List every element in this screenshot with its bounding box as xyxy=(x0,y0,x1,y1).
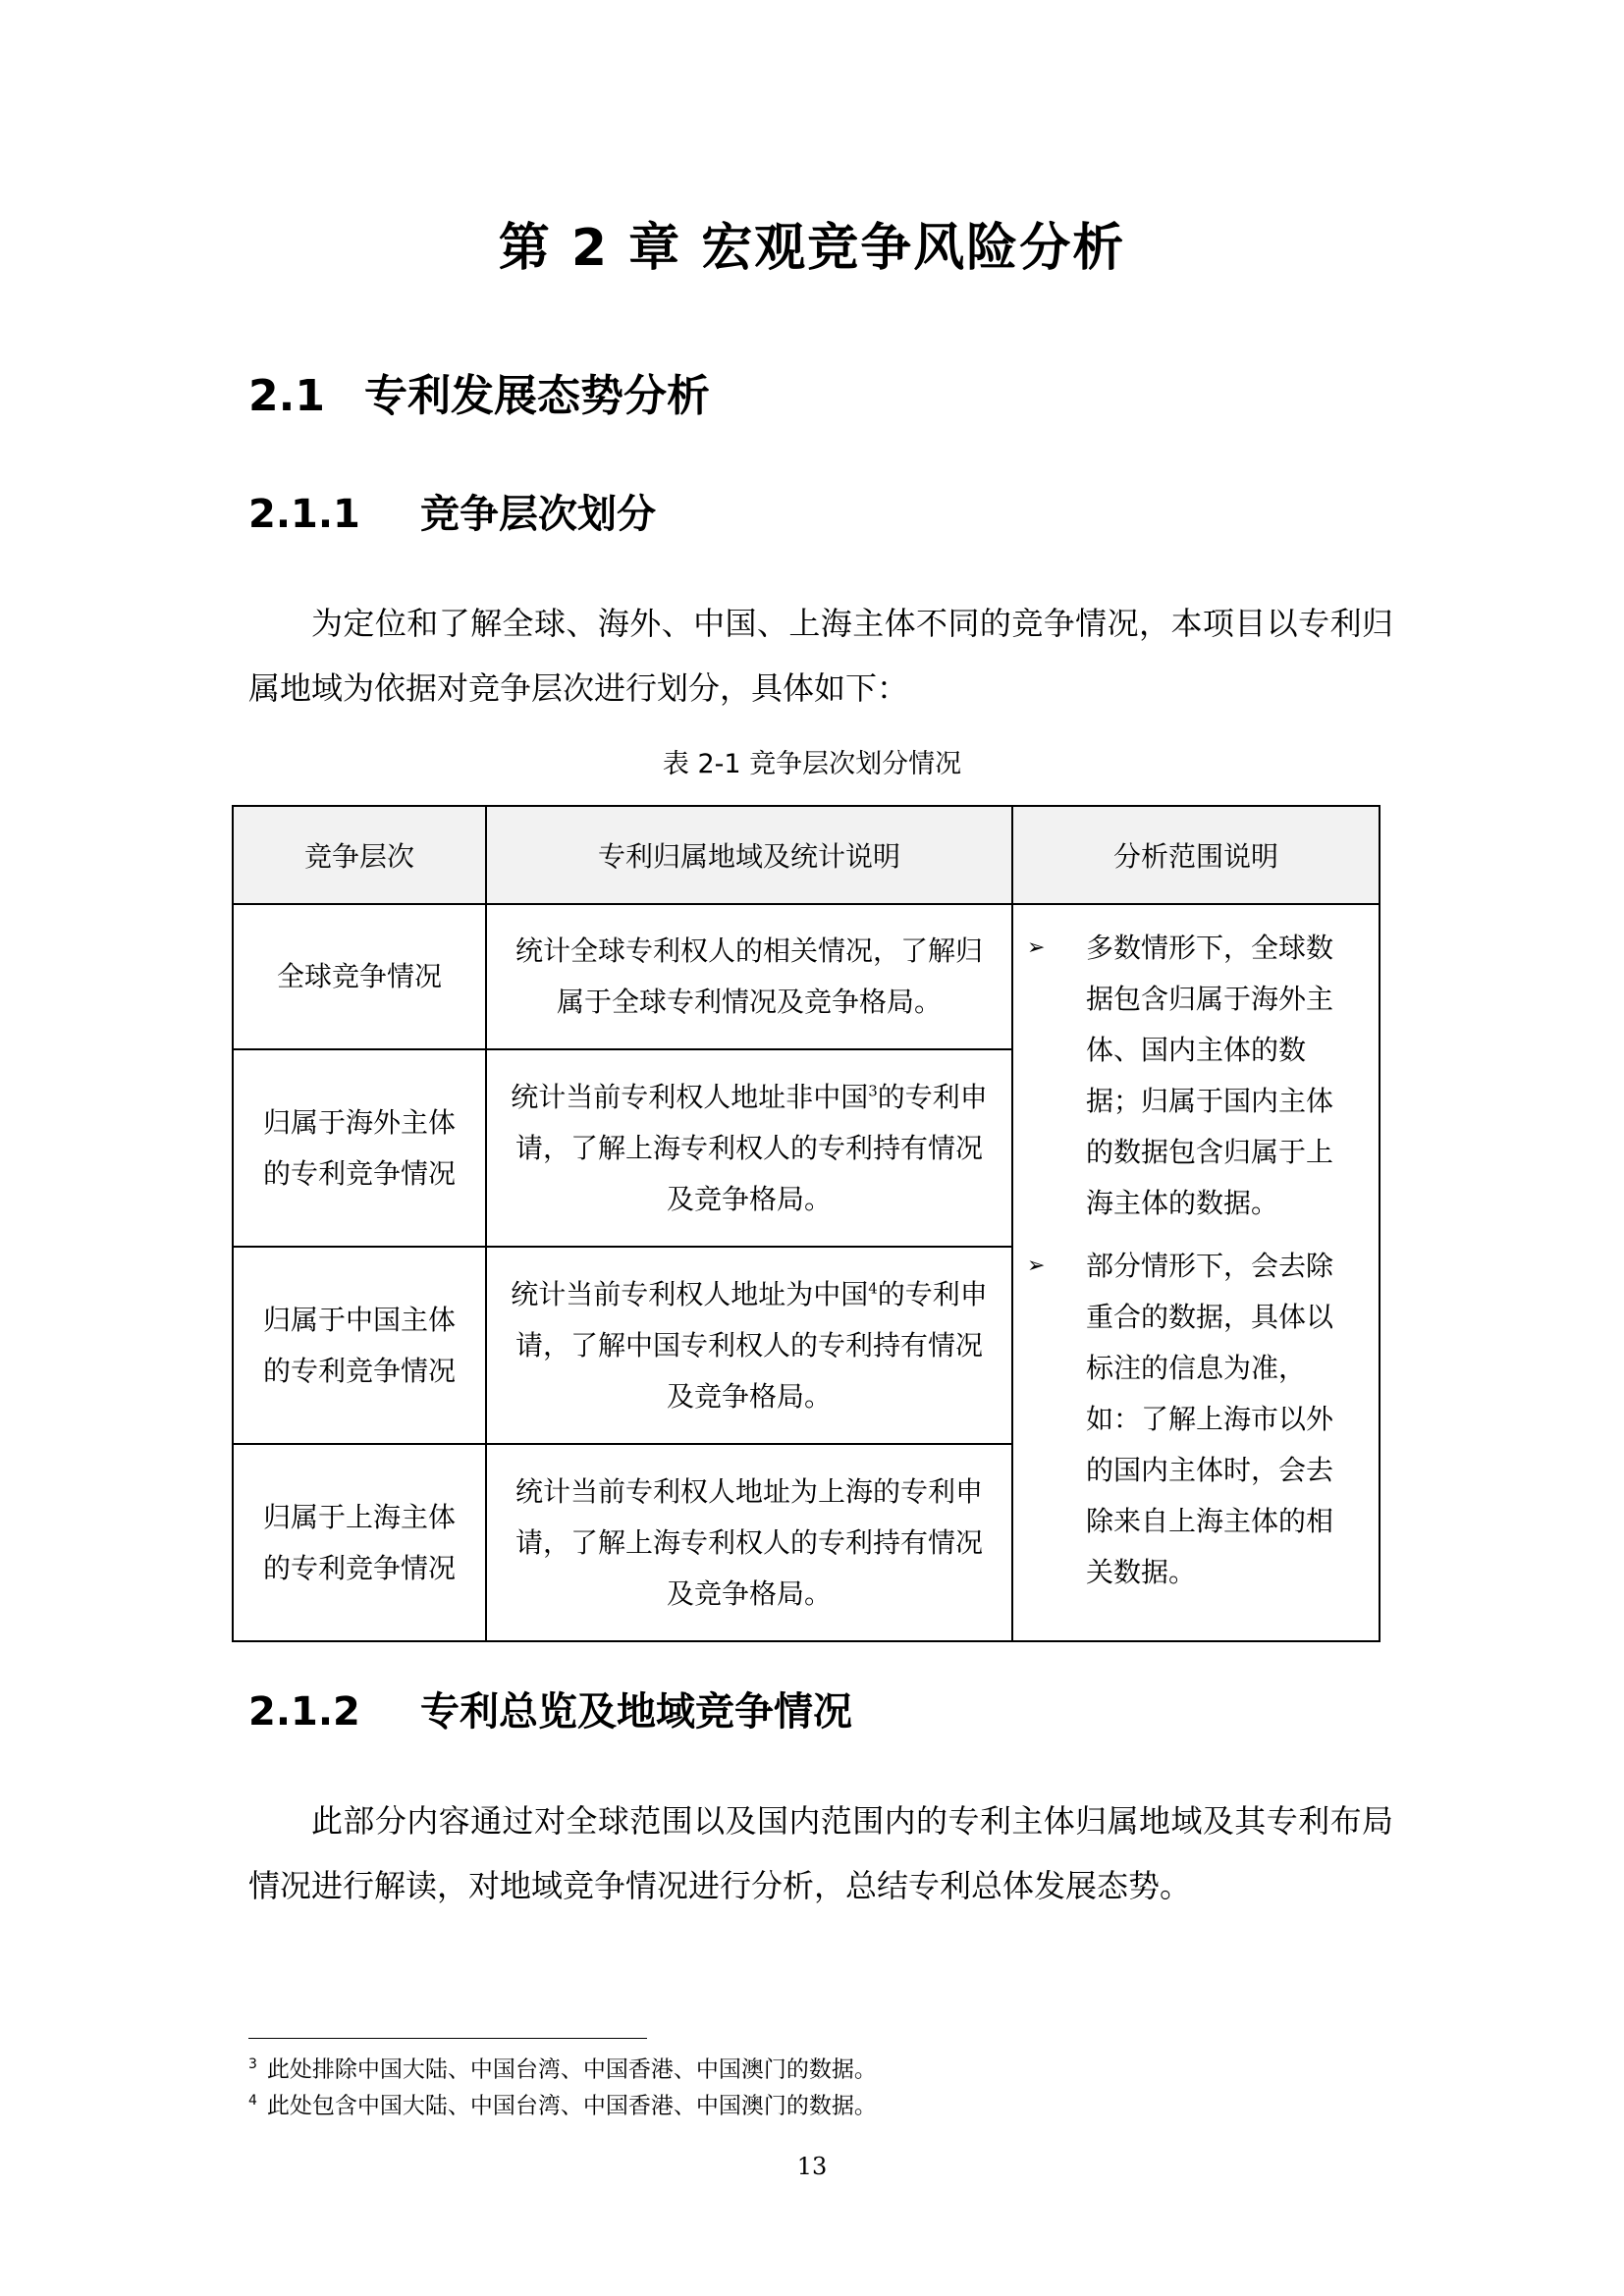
arrow-bullet-icon: ➢ xyxy=(1027,935,1046,960)
description-text: 的专利申请，了解中国专利权人的专利持有情况及竞争格局。 xyxy=(514,1277,988,1413)
level-cell: 归属于海外主体的专利竞争情况 xyxy=(233,1049,486,1247)
footnote xyxy=(248,2050,877,2086)
section-number: 2.1 xyxy=(248,371,325,421)
section-heading xyxy=(248,360,710,423)
page-number: 13 xyxy=(796,2153,828,2180)
footnote-mark: 4 xyxy=(248,2092,257,2109)
scope-note xyxy=(1027,923,1359,1229)
competition-level-table xyxy=(232,805,1380,1642)
description-text: 统计当前专利权人地址非中国 xyxy=(511,1080,869,1113)
subsection-number: 2.1.1 xyxy=(248,492,360,537)
description-cell: 统计全球专利权人的相关情况，了解归属于全球专利情况及竞争格局。 xyxy=(486,904,1012,1049)
scope-note-text: 多数情形下，全球数据包含归属于海外主体、国内主体的数据；归属于国内主体的数据包含归属于上海主体的数据。 xyxy=(1086,932,1334,1219)
footnote-ref[interactable]: 3 xyxy=(868,1082,878,1100)
overview-paragraph: 此部分内容通过对全球范围以及国内范围内的专利主体归属地域及其专利布局情况进行解读，对地域竞争情况进行分析，总结专利总体发展态势。 xyxy=(248,1802,1393,1904)
level-cell: 归属于上海主体的专利竞争情况 xyxy=(233,1444,486,1641)
description-cell xyxy=(486,1247,1012,1444)
scope-notes-cell xyxy=(1012,904,1380,1641)
subsection-title: 专利总览及地域竞争情况 xyxy=(420,1689,852,1735)
arrow-bullet-icon: ➢ xyxy=(1027,1254,1046,1278)
footnote-text: 此处包含中国大陆、中国台湾、中国香港、中国澳门的数据。 xyxy=(266,2093,877,2119)
intro-paragraph: 为定位和了解全球、海外、中国、上海主体不同的竞争情况，本项目以专利归属地域为依据对竞争层次进行划分，具体如下： xyxy=(248,605,1393,707)
footnote-divider xyxy=(248,2038,647,2039)
table-header-cell: 竞争层次 xyxy=(233,806,486,904)
chapter-title: 第 2 章 宏观竞争风险分析 xyxy=(498,219,1126,278)
table-header-row xyxy=(233,806,1380,904)
level-cell: 归属于中国主体的专利竞争情况 xyxy=(233,1247,486,1444)
subsection-heading-2 xyxy=(248,1681,852,1736)
description-cell: 统计当前专利权人地址为上海的专利申请，了解上海专利权人的专利持有情况及竞争格局。 xyxy=(486,1444,1012,1641)
subsection-heading-1 xyxy=(248,483,656,539)
table-row xyxy=(233,904,1380,1049)
description-text: 的专利申请，了解上海专利权人的专利持有情况及竞争格局。 xyxy=(514,1080,988,1215)
footnote xyxy=(248,2086,877,2122)
footnote-ref[interactable]: 4 xyxy=(868,1279,878,1298)
footnote-text: 此处排除中国大陆、中国台湾、中国香港、中国澳门的数据。 xyxy=(266,2056,877,2083)
table-caption: 表 2-1 竞争层次划分情况 xyxy=(662,749,962,779)
table-header-cell: 专利归属地域及统计说明 xyxy=(486,806,1012,904)
subsection-number: 2.1.2 xyxy=(248,1689,360,1735)
scope-note xyxy=(1027,1241,1359,1598)
table-header-cell: 分析范围说明 xyxy=(1012,806,1380,904)
scope-note-text: 部分情形下，会去除重合的数据，具体以标注的信息为准，如：了解上海市以外的国内主体时，会去除来自上海主体的相关数据。 xyxy=(1086,1250,1334,1588)
description-cell xyxy=(486,1049,1012,1247)
description-text: 统计当前专利权人地址为中国 xyxy=(511,1277,869,1310)
section-title: 专利发展态势分析 xyxy=(364,371,710,421)
footnotes xyxy=(248,2050,877,2121)
level-cell: 全球竞争情况 xyxy=(233,904,486,1049)
subsection-title: 竞争层次划分 xyxy=(420,492,656,537)
footnote-mark: 3 xyxy=(248,2056,257,2072)
